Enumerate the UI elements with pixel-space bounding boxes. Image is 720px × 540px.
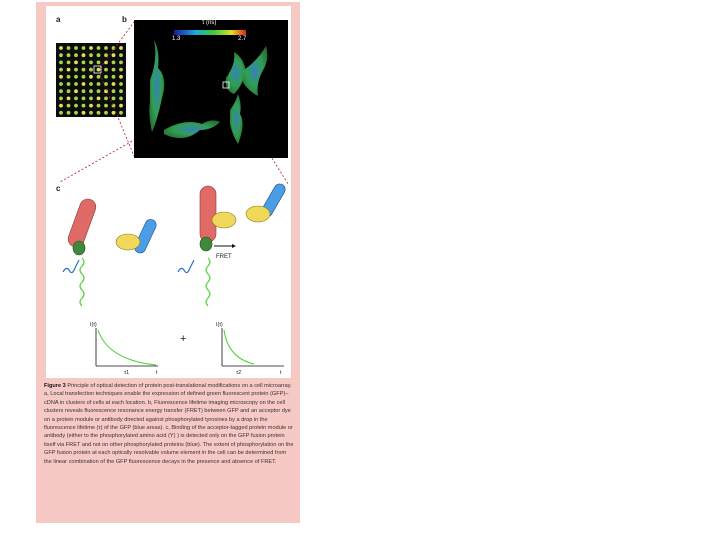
plot-left-x-label: t	[156, 370, 158, 376]
antibody-group-left	[63, 197, 158, 306]
caption-heading: Principle of optical detection of protein post-translational modifications on a cell microarray.	[67, 383, 292, 389]
plot-right-y-label: I(t)	[216, 322, 223, 328]
plot-right-x-label: t	[280, 370, 282, 376]
plus-sign: +	[180, 333, 187, 345]
caption-c: c, Binding of the acceptor-tagged protein module or antibody (either to the phosphorylated amino acid (Y) ) is detected only on the GFP fusion protein itself via FRET and not on other phosphorylated proteins (blue). The extent of phosphorylation on the GFP fusion protein at each optically resolvable volume element in the cell can be determined from the linear combination of the GFP fluorescence decays in the presence and absence of FRET.	[44, 425, 294, 465]
colorbar-max: 2.7	[238, 36, 247, 42]
caption-b: b, Fluorescence lifetime imaging microscopy on the cell clusters reveals fluorescence resonance energy transfer (FRET) between GFP and an acceptor dye on a protein module or antibody directed against phosphorylated tyrosines by a drop in the fluorescence lifetime (τ) of the GFP (blue areas).	[44, 399, 291, 432]
fret-label: FRET	[216, 254, 232, 260]
plot-left-y-label: I(t)	[90, 322, 97, 328]
plot-left-tau: τ1	[124, 370, 130, 376]
panel-label-a: a	[56, 15, 61, 24]
antibody-group-right	[178, 182, 287, 306]
colorbar-min: 1.3	[172, 36, 181, 42]
plot-right-tau: τ2	[236, 370, 242, 376]
caption-a: a, Local transfection techniques enable the expression of defined green fluorescent protein (GFP)–cDNA in clusters of cells at each location.	[44, 391, 289, 406]
decay-plot-right	[216, 322, 284, 376]
fret-schematic	[46, 180, 291, 380]
flim-microscopy-image	[134, 20, 288, 158]
panel-label-c: c	[56, 184, 61, 193]
figure-caption	[44, 382, 294, 466]
colorbar-title: τ (ns)	[202, 20, 217, 26]
caption-title: Figure 3	[44, 383, 66, 389]
decay-plot-left	[90, 322, 158, 376]
panel-label-b: b	[122, 15, 127, 24]
colorbar	[174, 30, 246, 35]
